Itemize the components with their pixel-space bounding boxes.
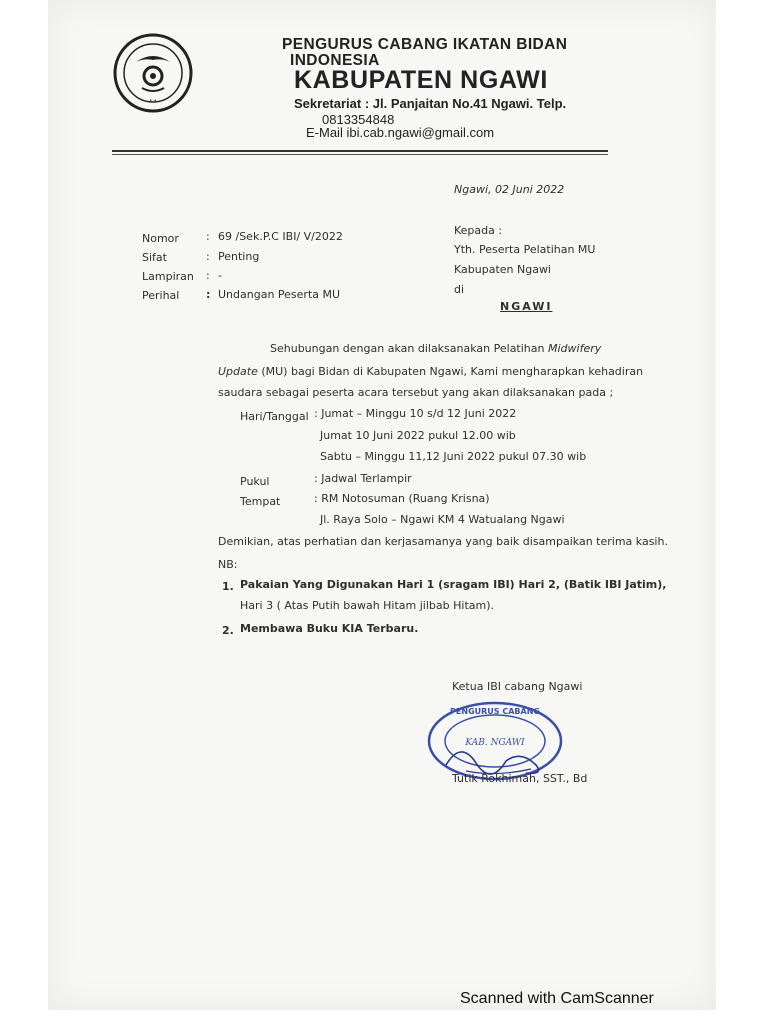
meta-label: Perihal — [142, 289, 180, 302]
branch-title: KABUPATEN NGAWI — [294, 66, 548, 94]
schedule-label-pukul: Pukul — [240, 475, 270, 488]
closing-text: Demikian, atas perhatian dan kerjasamanya yang baik disampaikan terima kasih. — [218, 535, 668, 548]
stamp-top-text: PENGURUS CABANG — [450, 707, 540, 716]
letterhead-rule — [112, 150, 608, 152]
recipient-city: NGAWI — [500, 300, 553, 313]
body-italic: Update — [218, 365, 258, 378]
body-line2 — [218, 365, 643, 378]
meta-value-lampiran: - — [218, 269, 222, 282]
svg-text:• •: • • — [149, 98, 157, 104]
meta-label: Nomor — [142, 232, 179, 245]
org-name-line2: INDONESIA — [290, 52, 380, 69]
schedule-value-pukul: : Jadwal Terlampir — [314, 472, 412, 485]
email-line: E-Mail ibi.cab.ngawi@gmail.com — [306, 125, 495, 140]
nb-label: NB: — [218, 558, 238, 571]
meta-sep: : — [206, 230, 210, 243]
recipient-to: Kepada : — [454, 224, 503, 237]
stamp-mid-text: KAB. NGAWI — [465, 738, 525, 748]
body-line3: saudara sebagai peserta acara tersebut yang akan dilaksanakan pada ; — [218, 386, 614, 399]
recipient-line1: Yth. Peserta Pelatihan MU — [454, 243, 596, 256]
nb-number: 2. — [222, 624, 234, 637]
nb-item-1-line1: Pakaian Yang Digunakan Hari 1 (sragam IBI) Hari 2, (Batik IBI Jatim), — [240, 578, 667, 591]
schedule-value-tempat: : RM Notosuman (Ruang Krisna) — [314, 492, 490, 505]
nb-number: 1. — [222, 580, 234, 593]
meta-sep: : — [206, 288, 211, 301]
schedule-value-hari-2: Jumat 10 Juni 2022 pukul 12.00 wib — [320, 429, 516, 442]
recipient-line3: di — [454, 283, 465, 296]
place-date: Ngawi, 02 Juni 2022 — [454, 183, 565, 196]
schedule-value-tempat-2: Jl. Raya Solo – Ngawi KM 4 Watualang Ngawi — [320, 513, 565, 526]
meta-sep: : — [206, 269, 210, 282]
schedule-label-hari: Hari/Tanggal — [240, 410, 309, 423]
camscanner-watermark: Scanned with CamScanner — [460, 990, 654, 1007]
org-name-line1: PENGURUS CABANG IKATAN BIDAN — [282, 36, 568, 53]
phone-line: 0813354848 — [322, 112, 395, 127]
body-line1 — [270, 342, 601, 355]
letterhead-rule-thin — [112, 154, 608, 155]
recipient-line2: Kabupaten Ngawi — [454, 263, 551, 276]
address-line: Sekretariat : Jl. Panjaitan No.41 Ngawi. Telp. — [294, 96, 567, 111]
body-italic: Midwifery — [547, 342, 602, 355]
meta-value-sifat: Penting — [218, 250, 260, 263]
schedule-value-hari-3: Sabtu – Minggu 11,12 Juni 2022 pukul 07.30 wib — [320, 450, 587, 463]
ibi-logo-icon — [112, 32, 194, 114]
nb-item-1-line2: Hari 3 ( Atas Putih bawah Hitam jilbab Hitam). — [240, 599, 495, 612]
meta-label: Lampiran — [142, 270, 194, 283]
meta-value-perihal: Undangan Peserta MU — [218, 288, 341, 301]
meta-sep: : — [206, 250, 210, 263]
body-text: (MU) bagi Bidan di Kabupaten Ngawi, Kami mengharapkan kehadiran — [261, 365, 644, 378]
schedule-value-hari: : Jumat – Minggu 10 s/d 12 Juni 2022 — [314, 407, 517, 420]
signatory-title: Ketua IBI cabang Ngawi — [452, 680, 583, 693]
signatory-name: Tutik Rokhimah, SST., Bd — [452, 772, 588, 785]
body-text: Sehubungan dengan akan dilaksanakan Pelatihan — [270, 342, 545, 355]
nb-item-2-line1: Membawa Buku KIA Terbaru. — [240, 622, 419, 635]
meta-label: Sifat — [142, 251, 167, 264]
meta-value-nomor: 69 /Sek.P.C IBI/ V/2022 — [218, 230, 343, 243]
schedule-label-tempat: Tempat — [240, 495, 281, 508]
